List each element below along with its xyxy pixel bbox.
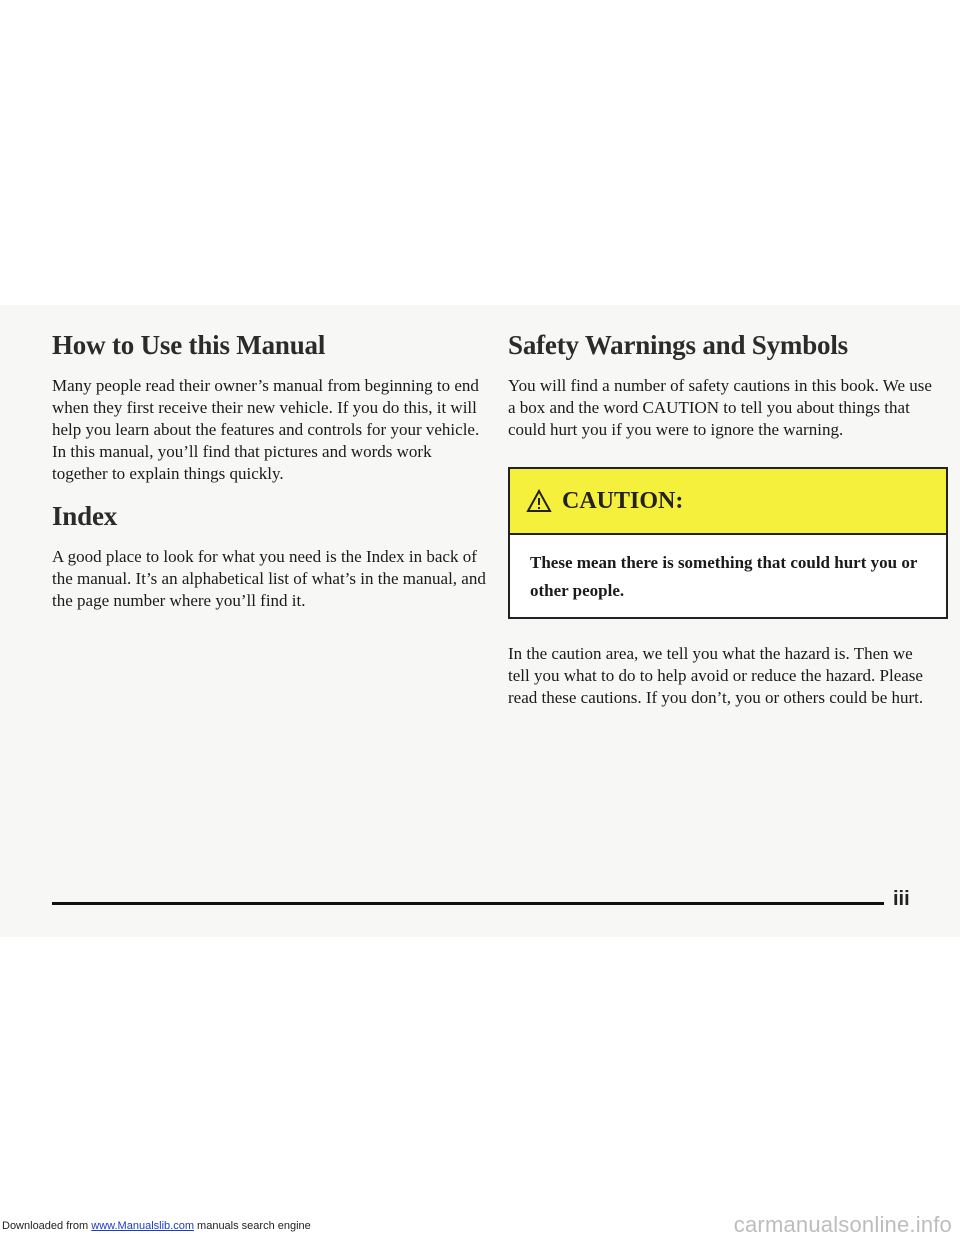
caution-text: These mean there is something that could hurt you or other people. — [530, 553, 918, 600]
page-number: iii — [893, 888, 910, 910]
caution-box — [508, 467, 948, 619]
banner-prefix: Downloaded from — [2, 1220, 92, 1232]
caution-label: CAUTION: — [562, 487, 684, 514]
safety-text: You will find a number of safety cautions in this book. We use a box and the word CAUTION to tell you about things that could hurt you if you were to ignore the warning. — [508, 376, 932, 439]
left-column — [52, 330, 490, 612]
caution-explanation: In the caution area, we tell you what the hazard is. Then we tell you what to do to help avoid or reduce the hazard. Please read these cautions. If you don’t, you or others could be hurt. — [508, 644, 924, 707]
how-to-use-title: How to Use this Manual — [52, 330, 326, 360]
manualslib-link[interactable]: www.Manualslib.com — [91, 1220, 194, 1232]
download-banner — [2, 1220, 311, 1232]
index-title: Index — [52, 501, 118, 531]
safety-title: Safety Warnings and Symbols — [508, 330, 848, 360]
caution-header — [510, 469, 946, 535]
banner-suffix: manuals search engine — [193, 1220, 311, 1232]
footer-rule — [52, 902, 884, 905]
how-to-use-text: Many people read their owner’s manual from beginning to end when they first receive their new vehicle. If you do this, it will help you learn about the features and controls for your vehicle. In this manual, you’ll find that pictures and words work together to explain things quickly. — [52, 376, 480, 483]
watermark: carmanualsonline.info — [733, 1212, 952, 1237]
index-text: A good place to look for what you need is the Index in back of the manual. It’s an alphabetical list of what’s in the manual, and the page number where you’ll find it. — [52, 547, 486, 610]
warning-triangle-icon — [526, 489, 552, 513]
right-column — [508, 330, 938, 709]
